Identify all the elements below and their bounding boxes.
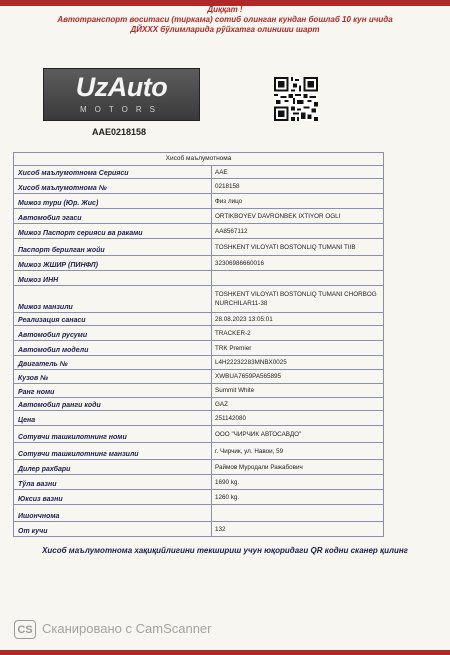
row-label: Цена bbox=[14, 411, 212, 425]
row-value: 1690 kg. bbox=[215, 478, 240, 486]
table-row bbox=[14, 209, 383, 224]
table-row bbox=[14, 505, 383, 522]
table-row bbox=[14, 341, 383, 356]
row-value: TOSHKENT VILOYATI BOSTONLIQ TUMANI TIIB bbox=[215, 243, 356, 251]
row-value: TRACKER-2 bbox=[215, 329, 251, 337]
row-value: 132 bbox=[215, 525, 226, 533]
row-label: Автомобил русуми bbox=[14, 326, 212, 340]
row-label: Сотувчи ташкилотнинг манзили bbox=[14, 443, 212, 459]
row-label: От кучи bbox=[14, 522, 212, 536]
reference-table bbox=[13, 152, 384, 537]
qr-code-icon bbox=[274, 77, 318, 121]
row-value bbox=[212, 505, 383, 521]
row-label: Реализация санаси bbox=[14, 313, 212, 325]
row-label: Автомобил ранги коди bbox=[14, 398, 212, 410]
row-label: Автомобил модели bbox=[14, 341, 212, 355]
notice-line-2: ДЙХХХ бўлимларида рўйхатга олиниши шарт bbox=[130, 25, 320, 34]
table-row bbox=[14, 286, 383, 313]
row-value: L4H22232283MNBX0025 bbox=[215, 359, 287, 366]
row-label: Дилер рахбари bbox=[14, 460, 212, 474]
table-row bbox=[14, 271, 383, 286]
table-row bbox=[14, 490, 383, 505]
table-row bbox=[14, 475, 383, 490]
row-label: Двигатель № bbox=[14, 356, 212, 369]
row-label: Мижоз манзили bbox=[14, 286, 212, 312]
row-label: Ишончнома bbox=[14, 505, 212, 521]
row-value: XWBUA7659PA565895 bbox=[215, 373, 282, 380]
row-label: Хисоб маълумотнома № bbox=[14, 179, 212, 193]
qr-instruction-text: Хисоб маълумотнома хақиқийлигини текшириш учун юқоридаги QR кодни сканер қилинг bbox=[42, 546, 408, 555]
row-value: Физ лицо bbox=[215, 197, 243, 205]
camscanner-logo: CS bbox=[14, 620, 36, 639]
row-label: Юксиз вазни bbox=[14, 490, 212, 504]
row-value: 28.08.2023 13:05:01 bbox=[215, 315, 273, 323]
table-row bbox=[14, 256, 383, 271]
notice-text bbox=[20, 15, 430, 35]
table-row bbox=[14, 443, 383, 460]
table-row bbox=[14, 411, 383, 426]
uzauto-logo bbox=[43, 68, 200, 121]
table-row bbox=[14, 194, 383, 209]
table-row bbox=[14, 166, 383, 179]
table-row bbox=[14, 224, 383, 239]
row-label: Кузов № bbox=[14, 370, 212, 383]
row-value: GAZ bbox=[215, 400, 228, 408]
row-label: Мижоз Паспорт серияси ва раками bbox=[14, 224, 212, 238]
row-label: Мижоз ИНН bbox=[14, 271, 212, 285]
row-label: Автомобил эгаси bbox=[14, 209, 212, 223]
bottom-red-bar bbox=[0, 650, 450, 655]
table-row bbox=[14, 370, 383, 384]
logo-sub-text: MOTORS bbox=[80, 105, 163, 114]
table-row bbox=[14, 522, 383, 536]
document-number: AAE0218158 bbox=[92, 127, 147, 137]
row-label: Мижоз ЖШИР (ПИНФЛ) bbox=[14, 256, 212, 270]
row-label: Ранг номи bbox=[14, 384, 212, 397]
notice-title: Диққат ! bbox=[207, 5, 243, 14]
row-value: 251142080 bbox=[215, 414, 247, 422]
row-label: Мижоз тури (Юр. Жис) bbox=[14, 194, 212, 208]
logo-main-text: UzAuto bbox=[75, 72, 168, 102]
row-value: 32306986660016 bbox=[215, 259, 265, 267]
row-value: AAE bbox=[215, 168, 228, 176]
table-row bbox=[14, 398, 383, 411]
row-value: 0218158 bbox=[215, 182, 240, 190]
table-row bbox=[14, 384, 383, 398]
camscanner-watermark: Сканировано с CamScanner bbox=[42, 621, 212, 636]
table-row bbox=[14, 356, 383, 370]
table-row bbox=[14, 179, 383, 194]
table-row bbox=[14, 426, 383, 443]
row-value: AA8567112 bbox=[215, 227, 248, 235]
table-header: Хисоб маълумотнома bbox=[14, 153, 383, 166]
row-label: Тўла вазни bbox=[14, 475, 212, 489]
row-label: Сотувчи ташкилотнинг номи bbox=[14, 426, 212, 442]
row-value: Summit White bbox=[215, 387, 255, 394]
row-value: TRK Premier bbox=[215, 344, 252, 352]
row-label: Паспорт берилган жойи bbox=[14, 239, 212, 255]
notice-line-1: Автотранспорт воситаси (тиркама) сотиб олинган кундан бошлаб 10 кун ичида bbox=[57, 15, 393, 24]
row-value: ORTIKBOYEV DAVRONBEK IXTIYOR OGLI bbox=[215, 212, 341, 220]
table-row bbox=[14, 313, 383, 326]
row-value: 1260 kg. bbox=[215, 493, 240, 501]
row-value: TOSHKENT VILOYATI BOSTONLIQ TUMANI CHORBOG NURCHILAR11-38 bbox=[215, 291, 377, 307]
row-value: ООО "ЧИРЧИК АВТОСАВДО" bbox=[215, 430, 302, 438]
row-value: г. Чирчик, ул. Навои, 59 bbox=[215, 447, 284, 455]
row-value bbox=[212, 271, 383, 285]
row-label: Хисоб маълумотнома Серияси bbox=[14, 166, 212, 178]
table-row bbox=[14, 239, 383, 256]
table-row bbox=[14, 326, 383, 341]
table-row bbox=[14, 460, 383, 475]
table-body bbox=[14, 166, 383, 536]
row-value: Раймов Муродали Ражабович bbox=[215, 463, 303, 471]
